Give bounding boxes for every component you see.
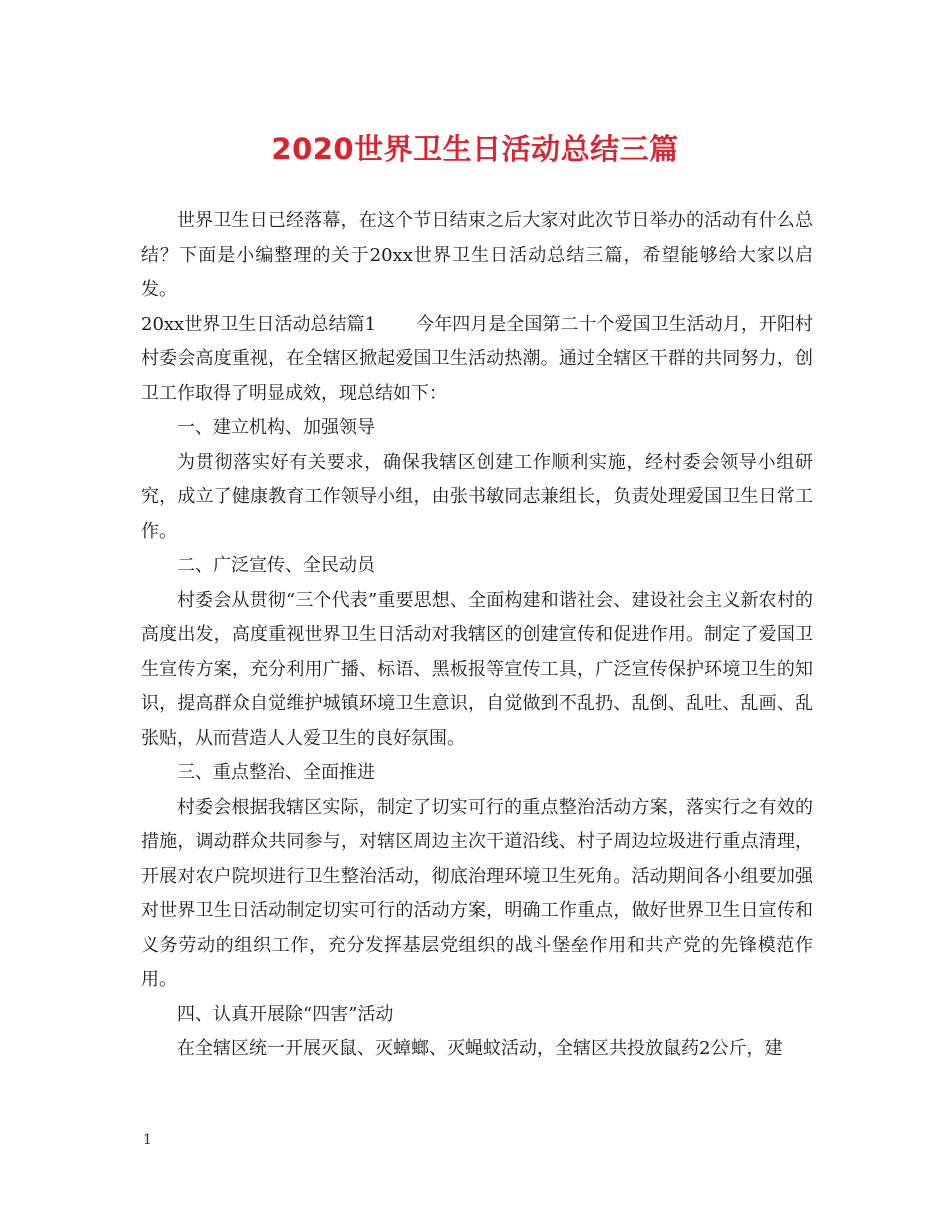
heading-four-pests: 四、认真开展除“四害”活动 [177, 1003, 394, 1025]
heading-establish-organization: 一、建立机构、加强领导 [177, 417, 375, 438]
paragraph-key-rectification: 村委会根据我辖区实际，制定了切实可行的重点整治活动方案，落实行之有效的措施，调动群众共同参与，对辖区周边主次干道沿线、村子周边垃圾进行重点清理，开展对农户院坝进行卫生整治活动，彻底治理环境卫生死角。活动期间各小组要加强对世界卫生日活动制定切实可行的活动方案，明确工作重点，做好世界卫生日宣传和义务劳动的组织工作，充分发挥基层党组织的战斗堡垒作用和共产党的先锋模范作用。 [141, 796, 813, 990]
document-title: 2020世界卫生日活动总结三篇 [271, 132, 679, 166]
paragraph-establish-organization: 为贯彻落实好有关要求，确保我辖区创建工作顺利实施，经村委会领导小组研究，成立了健康教育工作领导小组，由张书敏同志兼组长，负责处理爱国卫生日常工作。 [141, 451, 813, 542]
page-number: 1 [143, 1132, 152, 1148]
document-body [141, 204, 813, 1067]
paragraph-four-pests: 在全辖区统一开展灭鼠、灭蟑螂、灭蝇蚊活动，全辖区共投放鼠药2公斤，建 [177, 1038, 783, 1059]
heading-publicity: 二、广泛宣传、全民动员 [177, 555, 375, 576]
heading-key-rectification: 三、重点整治、全面推进 [177, 762, 375, 783]
paragraph-section-1 [141, 308, 813, 412]
section-heading-1: 20xx世界卫生日活动总结篇1 [141, 313, 377, 335]
paragraph-publicity: 村委会从贯彻“三个代表”重要思想、全面构建和谐社会、建设社会主义新农村的高度出发，高度重视世界卫生日活动对我辖区的创建宣传和促进作用。制定了爱国卫生宣传方案，充分利用广播、标语、黑板报等宣传工具，广泛宣传保护环境卫生的知识，提高群众自觉维护城镇环境卫生意识，自觉做到不乱扔、乱倒、乱吐、乱画、乱张贴，从而营造人人爱卫生的良好氛围。 [141, 589, 813, 749]
paragraph-intro: 世界卫生日已经落幕，在这个节日结束之后大家对此次节日举办的活动有什么总结？下面是小编整理的关于20xx世界卫生日活动总结三篇，希望能够给大家以启发。 [141, 210, 813, 300]
section-1-text: 今年四月是全国第二十个爱国卫生活动月，开阳村村委会高度重视，在全辖区掀起爱国卫生活动热潮。通过全辖区干群的共同努力，创卫工作取得了明显成效，现总结如下： [141, 313, 813, 404]
